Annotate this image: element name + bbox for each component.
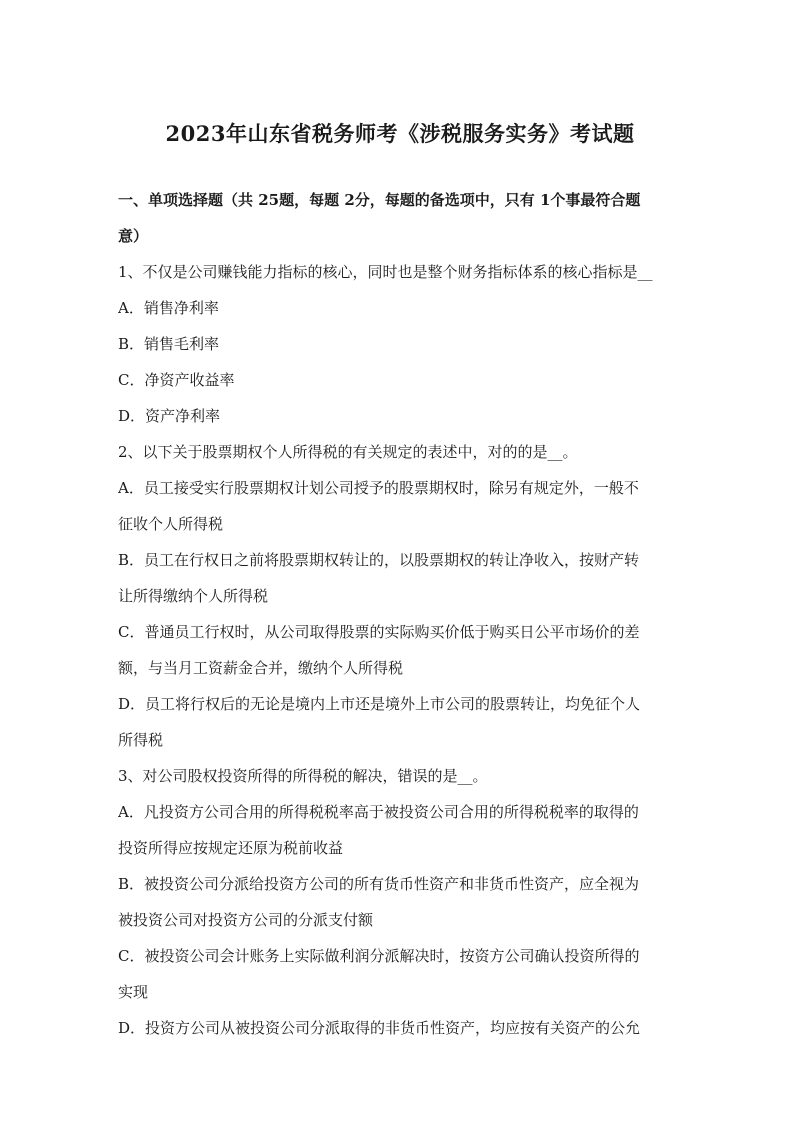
option-a bbox=[118, 794, 684, 866]
option-c bbox=[118, 938, 684, 1010]
option-line: 实现 bbox=[118, 983, 149, 1001]
section-heading-line: 一、单项选择题（共 25题，每题 2分，每题的备选项中，只有 1个事最符合题 bbox=[118, 191, 641, 209]
option-line: B．员工在行权日之前将股票期权转让的，以股票期权的转让净收入，按财产转 bbox=[118, 551, 640, 569]
option-line: C．普通员工行权时，从公司取得股票的实际购买价低于购买日公平市场价的差 bbox=[118, 623, 640, 641]
option-c bbox=[118, 614, 684, 686]
option-line: D．投资方公司从被投资公司分派取得的非货币性资产，均应按有关资产的公允 bbox=[118, 1019, 641, 1037]
option-a: A．销售净利率 bbox=[118, 299, 219, 317]
document-title: 2023年山东省税务师考《涉税服务实务》考试题 bbox=[165, 121, 635, 146]
option-d bbox=[118, 686, 684, 758]
option-line: 投资所得应按规定还原为税前收益 bbox=[118, 839, 344, 857]
option-line: 所得税 bbox=[118, 731, 164, 749]
option-d bbox=[118, 1010, 684, 1046]
question-2 bbox=[118, 434, 684, 758]
option-line: 征收个人所得税 bbox=[118, 515, 224, 533]
question-stem: 3、对公司股权投资所得的所得税的解决，错误的是__。 bbox=[118, 767, 488, 785]
question-stem: 1、不仅是公司赚钱能力指标的核心，同时也是整个财务指标体系的核心指标是__ bbox=[118, 263, 653, 281]
option-line: C．被投资公司会计账务上实际做利润分派解决时，按资方公司确认投资所得的 bbox=[118, 947, 640, 965]
option-line: D．员工将行权后的无论是境内上市还是境外上市公司的股票转让，均免征个人 bbox=[118, 695, 641, 713]
option-line: B．被投资公司分派给投资方公司的所有货币性资产和非货币性资产，应全视为 bbox=[118, 875, 640, 893]
option-line: 被投资公司对投资方公司的分派支付额 bbox=[118, 911, 374, 929]
option-line: 额，与当月工资薪金合并，缴纳个人所得税 bbox=[118, 659, 404, 677]
option-line: A．凡投资方公司合用的所得税税率高于被投资公司合用的所得税税率的取得的 bbox=[118, 803, 639, 821]
option-c: C．净资产收益率 bbox=[118, 371, 235, 389]
document-body bbox=[118, 182, 684, 1046]
section-heading-line: 意） bbox=[118, 227, 149, 245]
option-b: B．销售毛利率 bbox=[118, 335, 220, 353]
question-1 bbox=[118, 254, 684, 434]
option-line: 让所得缴纳个人所得税 bbox=[118, 587, 269, 605]
option-b bbox=[118, 542, 684, 614]
section-heading bbox=[118, 182, 684, 254]
question-stem: 2、以下关于股票期权个人所得税的有关规定的表述中，对的的是__。 bbox=[118, 443, 578, 461]
option-b bbox=[118, 866, 684, 938]
option-d: D．资产净利率 bbox=[118, 407, 221, 425]
question-3 bbox=[118, 758, 684, 1046]
option-line: A．员工接受实行股票期权计划公司授予的股票期权时，除另有规定外，一般不 bbox=[118, 479, 639, 497]
option-a bbox=[118, 470, 684, 542]
